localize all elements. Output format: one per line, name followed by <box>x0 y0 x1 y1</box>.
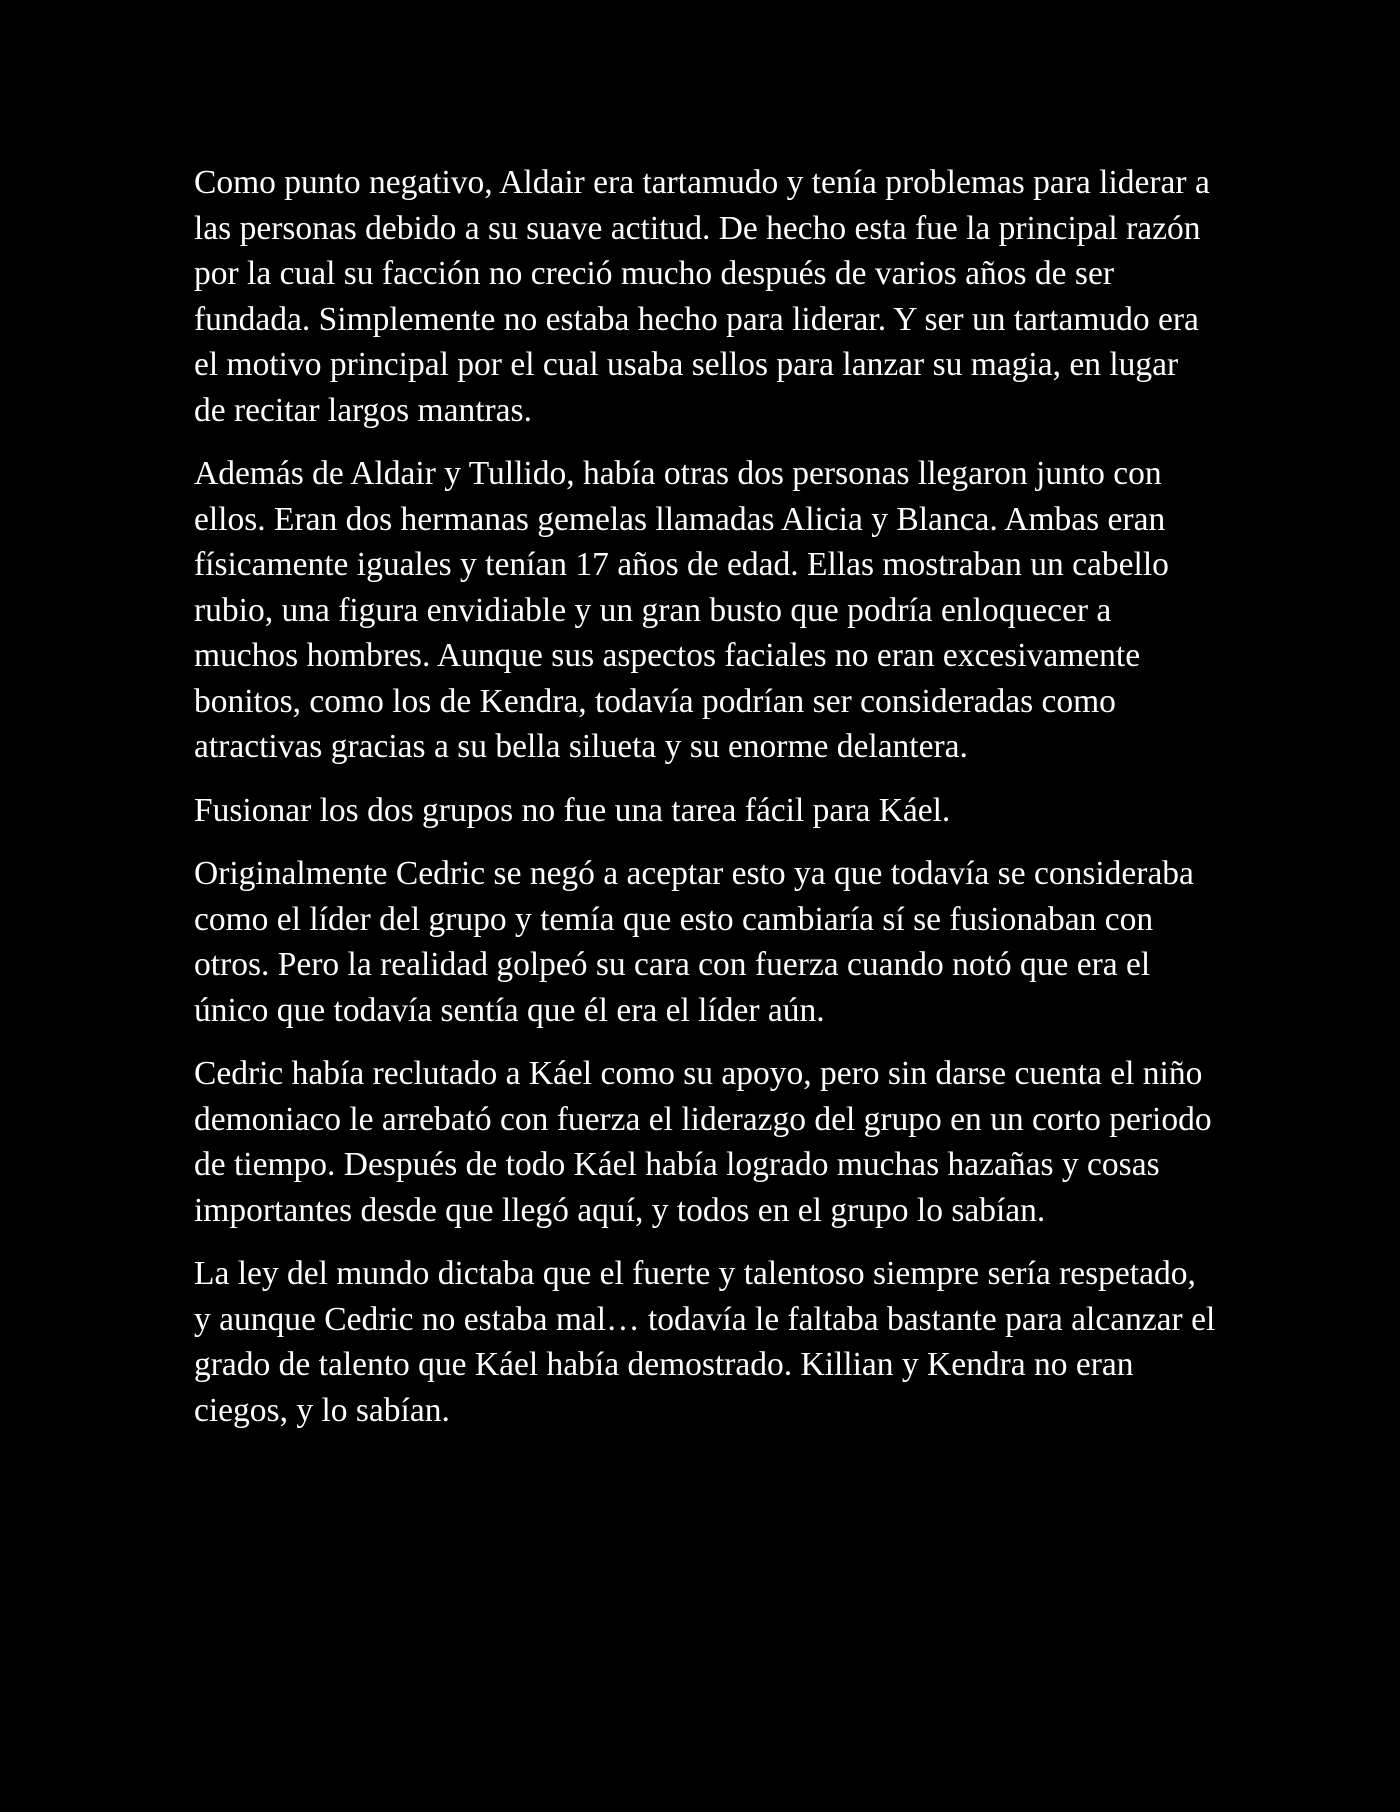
paragraph-4: Originalmente Cedric se negó a aceptar esto ya que todavía se consideraba como el líder del grupo y temía que esto cambiaría sí se fusionaban con otros. Pero la realidad golpeó su cara con fuerza cuando notó que era el único que todavía sentía que él era el líder aún. <box>194 855 1194 1029</box>
paragraph-2: Además de Aldair y Tullido, había otras dos personas llegaron junto con ellos. Eran dos hermanas gemelas llamadas Alicia y Blanca. Ambas eran físicamente iguales y tenían 17 años de edad. Ellas mostraban un cabello rubio, una figura envidiable y un gran busto que podría enloquecer a muchos hombres. Aunque sus aspectos faciales no eran excesivamente bonitos, como los de Kendra, todavía podrían ser consideradas como atractivas gracias a su bella silueta y su enorme delantera. <box>194 455 1169 765</box>
paragraph-6: La ley del mundo dictaba que el fuerte y talentoso siempre sería respetado, y aunque Cedric no estaba mal… todavía le faltaba bastante para alcanzar el grado de talento que Káel había demostrado. Killian y Kendra no eran ciegos, y lo sabían. <box>194 1255 1216 1429</box>
paragraph-1: Como punto negativo, Aldair era tartamudo y tenía problemas para liderar a las personas debido a su suave actitud. De hecho esta fue la principal razón por la cual su facción no creció mucho después de varios años de ser fundada. Simplemente no estaba hecho para liderar. Y ser un tartamudo era el motivo principal por el cual usaba sellos para lanzar su magia, en lugar de recitar largos mantras. <box>194 164 1210 429</box>
paragraph-3: Fusionar los dos grupos no fue una tarea fácil para Káel. <box>194 791 951 829</box>
text-body <box>194 160 1216 1451</box>
paragraph-5: Cedric había reclutado a Káel como su apoyo, pero sin darse cuenta el niño demoniaco le arrebató con fuerza el liderazgo del grupo en un corto periodo de tiempo. Después de todo Káel había logrado muchas hazañas y cosas importantes desde que llegó aquí, y todos en el grupo lo sabían. <box>194 1055 1212 1229</box>
